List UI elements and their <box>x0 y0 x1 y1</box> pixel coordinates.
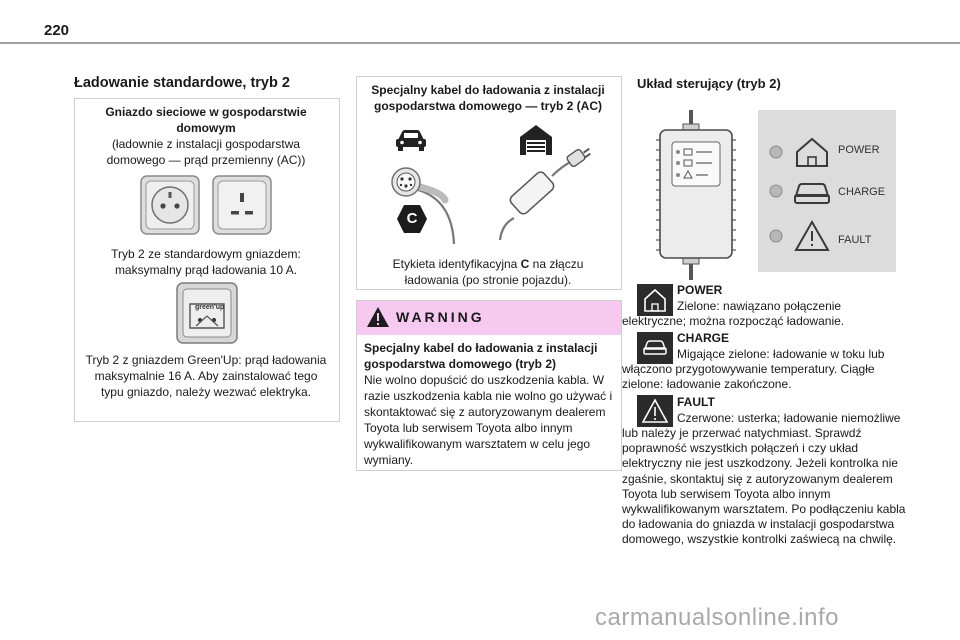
warning-body-text: Nie wolno dopuścić do uszkodzenia kabla. W razie uszkodzenia kabla nie wolno go używać i skontaktować się z autoryzowanym dealerem Toyota lub serwisem Toyota albo innym wykwalifikowanym warsztatem w celu jego wymiany. <box>364 373 613 467</box>
panel-label-fault: FAULT <box>838 234 872 246</box>
socket-box-subtitle: (ładownie z instalacji gospodarstwa domowego — prąd przemienny (AC)) <box>106 137 306 167</box>
cable-caption-prefix: Etykieta identyfikacyjna <box>392 257 521 271</box>
fault-indicator-icon <box>637 395 673 427</box>
uk-socket-image <box>212 175 272 235</box>
fault-text-line1: Czerwone: usterka; ładowanie niemożliwe <box>677 411 901 425</box>
panel-label-power: POWER <box>838 144 880 156</box>
label-c-badge <box>396 204 428 234</box>
fault-text: lub należy je przerwać natychmiast. Sprawdź poprawność wszystkich połączeń i czy układ elektryczny nie jest uszkodzony. Jeżeli kontrolka nie zgaśnie, skontaktuj się z autoryzowanym dealerem Toyota lub serwisem Toyota albo innym wykwalifikowanym warsztatem. Po podłączeniu kabla do ładowania do gniazda w instalacji gospodarstwa domowego, wszystkie kontrolki zaświecą na chwilę. <box>622 426 906 547</box>
section-title-right: Układ sterujący (tryb 2) <box>637 76 781 91</box>
charge-indicator-icon <box>637 332 673 364</box>
charge-text: włączono przygotowywanie temperatury. Ciągłe zielone: ładowanie zakończone. <box>622 362 875 392</box>
greenup-logo-text: green'up <box>195 304 225 311</box>
power-indicator-icon <box>637 284 673 316</box>
cable-caption-bold: C <box>520 257 530 271</box>
power-text: elektryczne; można rozpocząć ładowanie. <box>622 314 845 328</box>
power-label: POWER <box>677 283 723 297</box>
caption-standard-socket: Tryb 2 ze standardowym gniazdem: maksymalny prąd ładowania 10 A. <box>111 247 301 277</box>
caption-greenup-socket: Tryb 2 z gniazdem Green'Up: prąd ładowania maksymalnie 16 A. Aby zainstalować tego typu gniazdo, należy wezwać elektryka. <box>85 353 327 399</box>
warning-triangle-icon <box>366 306 390 328</box>
header-rule <box>0 42 960 44</box>
charge-label: CHARGE <box>677 331 730 345</box>
panel-label-charge: CHARGE <box>838 186 886 198</box>
power-text-line1: Zielone: nawiązano połączenie <box>677 299 842 313</box>
panel-icons <box>764 128 834 258</box>
watermark: carmanualsonline.info <box>595 604 839 631</box>
page-number: 220 <box>44 22 70 39</box>
warning-text <box>364 340 614 468</box>
charge-text-line1: Migające zielone: ładowanie w toku lub <box>677 347 885 361</box>
label-c-text: C <box>406 210 418 227</box>
cable-caption-suffix: na złączu ładowania (po stronie pojazdu). <box>404 257 584 287</box>
section-title-left: Ładowanie standardowe, tryb 2 <box>74 75 290 91</box>
fault-label: FAULT <box>677 395 715 409</box>
french-socket-image <box>140 175 200 235</box>
cable-caption <box>372 256 604 288</box>
warning-body-bold: Specjalny kabel do ładowania z instalacji gospodarstwa domowego (tryb 2) <box>364 341 598 371</box>
socket-box-title: Gniazdo sieciowe w gospodarstwie domowym <box>105 105 307 135</box>
cable-box-title: Specjalny kabel do ładowania z instalacji gospodarstwa domowego — tryb 2 (AC) <box>371 83 605 113</box>
warning-title: WARNING <box>396 309 485 325</box>
greenup-socket-image <box>176 282 238 344</box>
control-unit-image <box>654 110 738 280</box>
